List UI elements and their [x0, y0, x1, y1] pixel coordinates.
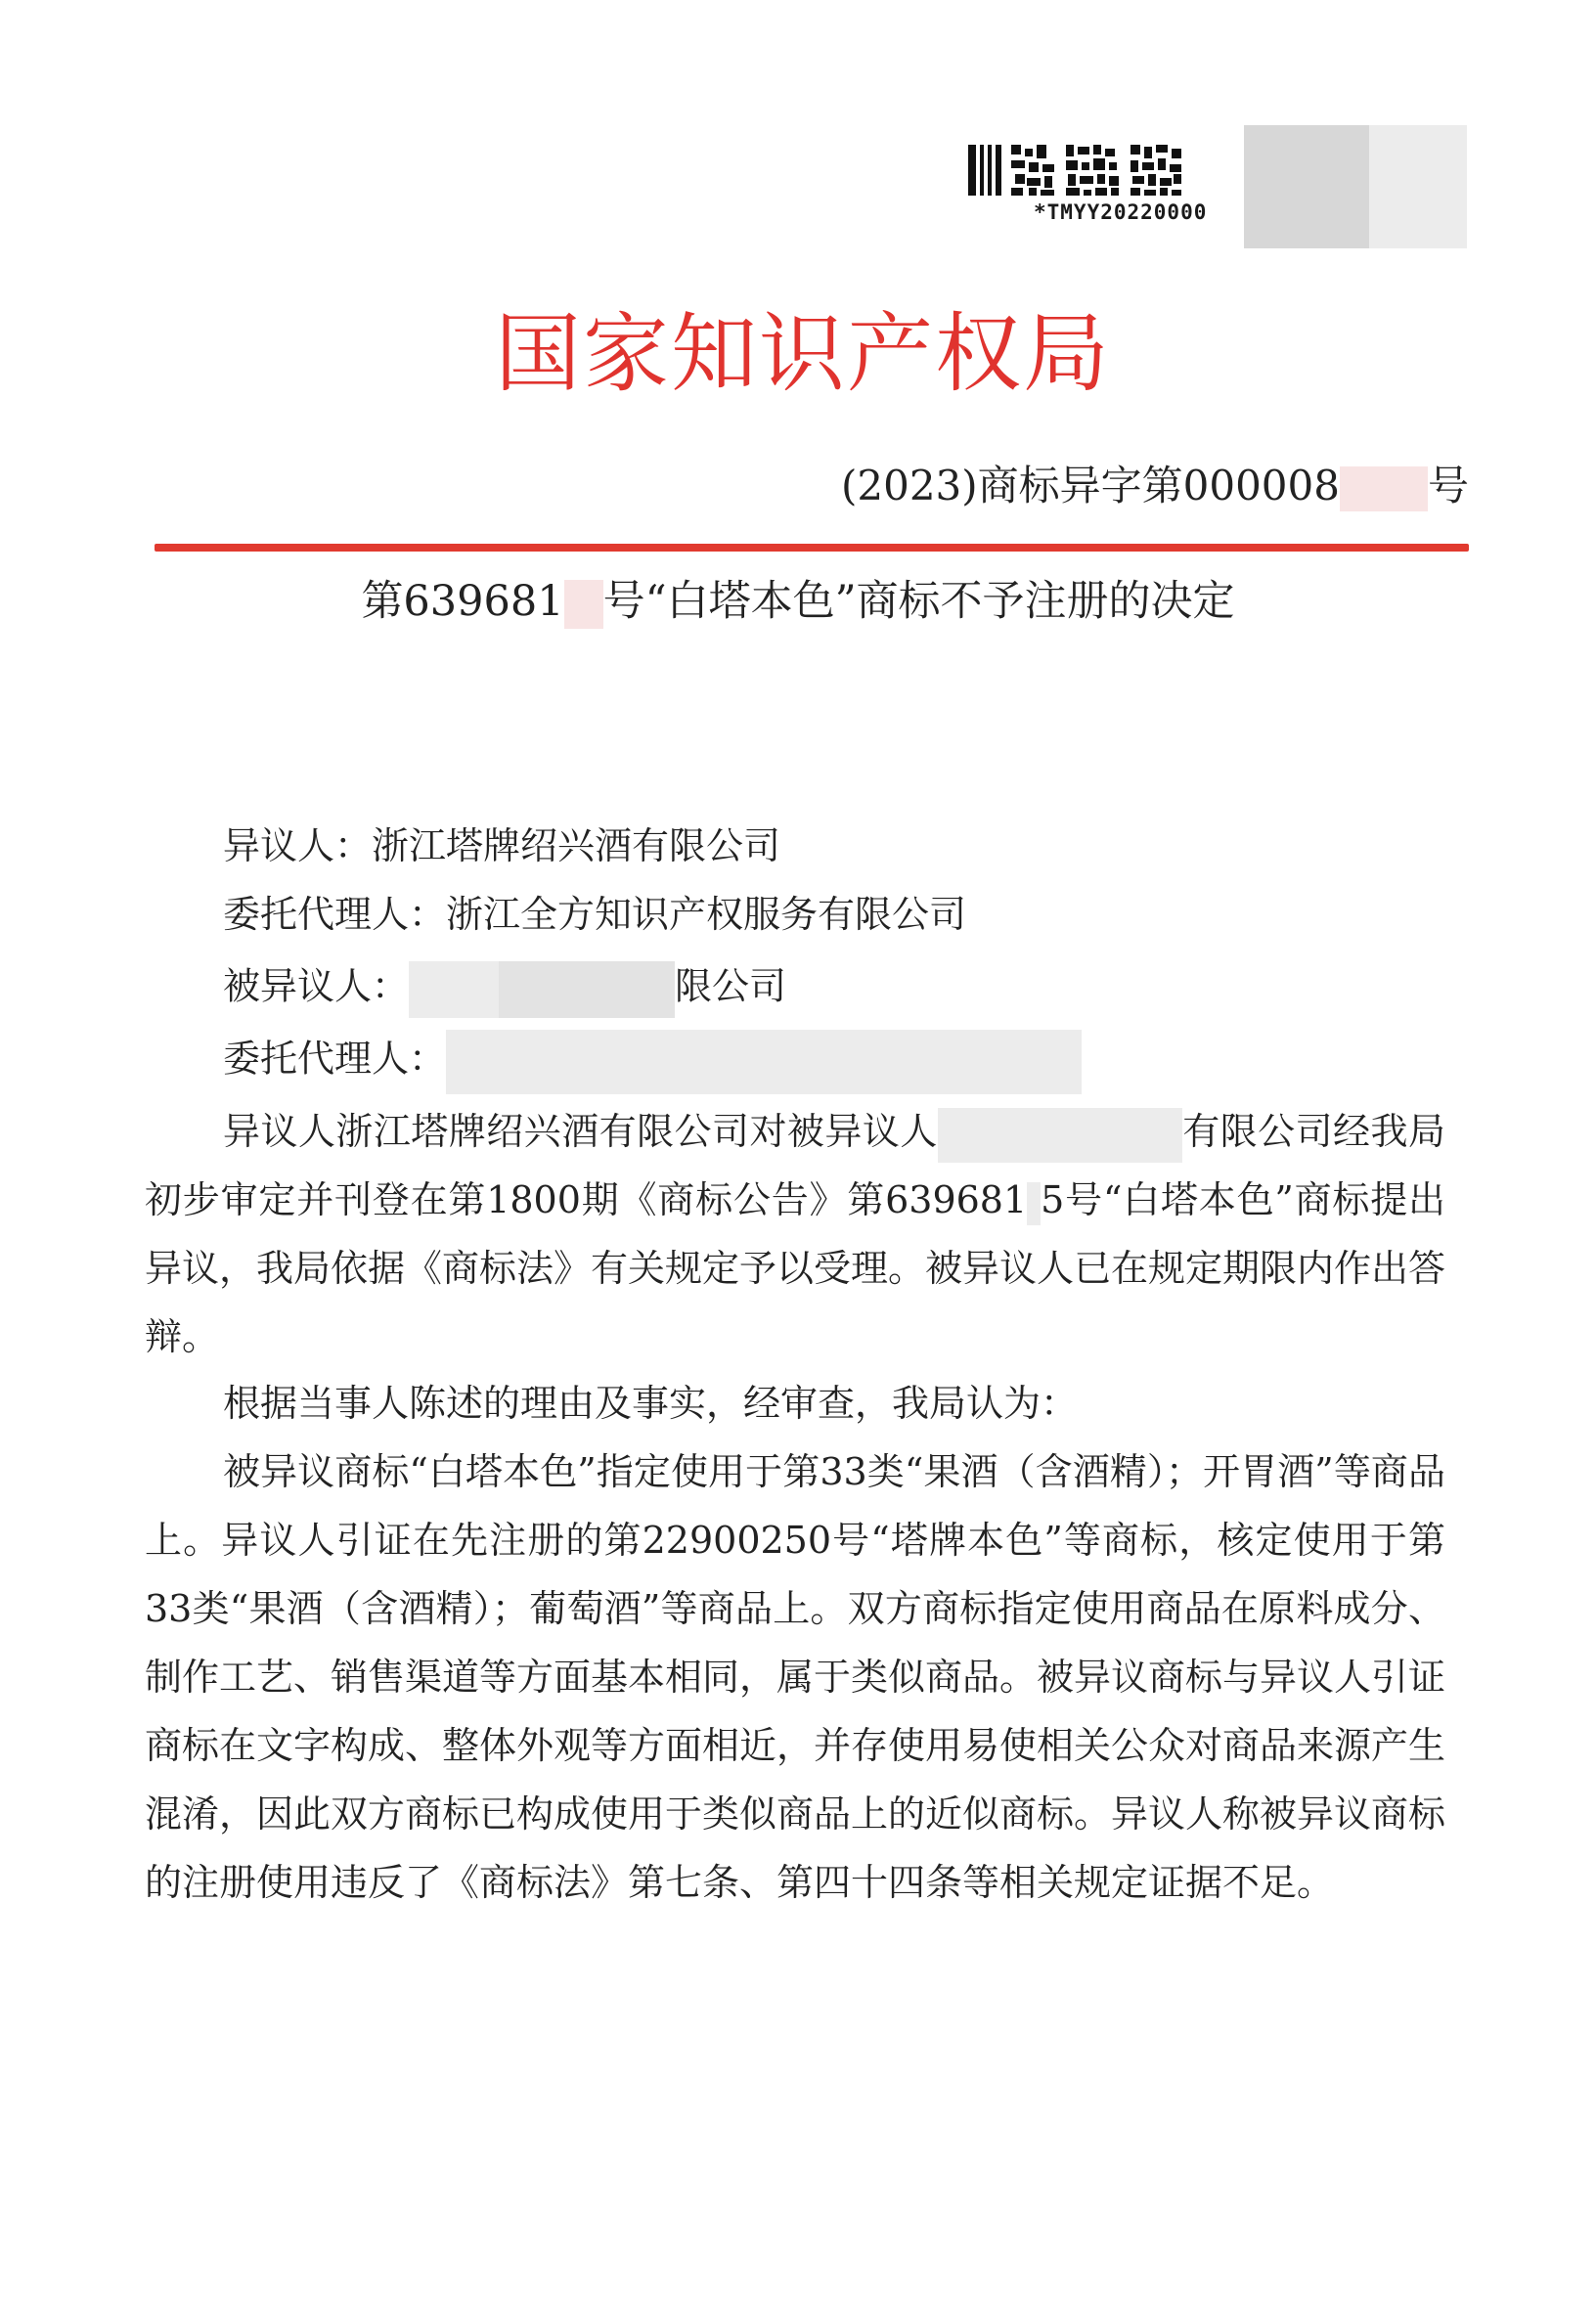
- opponent-agent-name: 浙江全方知识产权服务有限公司: [446, 893, 967, 936]
- opponent-label: 异议人：: [223, 824, 373, 867]
- redacted-respondent: [938, 1108, 1182, 1163]
- paragraph-review-intro: [145, 1369, 1445, 1438]
- document-number-suffix: 号: [1427, 462, 1469, 509]
- paragraph-findings: [145, 1438, 1445, 1917]
- document-number-prefix: (2023)商标异字第000008: [840, 462, 1340, 509]
- paragraph-text: 被异议商标“白塔本色”指定使用于第33类“果酒（含酒精）；开胃酒”等商品上。异议人引证在先注册的第22900250号“塔牌本色”等商标，核定使用于第33类“果酒（含酒精）；葡萄酒”等商品上。双方商标指定使用商品在原料成分、制作工艺、销售渠道等方面基本相同，属于类似商品。被异议商标与异议人引证商标在文字构成、整体外观等方面相近，并存使用易使相关公众对商品来源产生混淆，因此双方商标已构成使用于类似商品上的近似商标。异议人称被异议商标的注册使用违反了《商标法》第七条、第四十四条等相关规定证据不足。: [145, 1450, 1446, 1904]
- opponent-agent-label: 委托代理人：: [223, 893, 447, 936]
- decision-title: [0, 577, 1596, 629]
- respondent-agent-line: [223, 1030, 1082, 1094]
- barcode-number: *TMYY20220000: [1034, 200, 1208, 224]
- paragraph-text: 异议人浙江塔牌绍兴酒有限公司对被异议人: [223, 1110, 938, 1153]
- redacted-respondent: [409, 961, 499, 1018]
- redacted-digits: [564, 580, 603, 629]
- respondent-name-visible: 限公司: [675, 964, 787, 1008]
- redacted-respondent-agent: [446, 1030, 1082, 1094]
- barcode-redaction: [1244, 125, 1379, 248]
- agency-name: 国家知识产权局: [494, 303, 1111, 404]
- respondent-agent-label: 委托代理人：: [223, 1037, 447, 1081]
- respondent-label: 被异议人：: [223, 964, 410, 1008]
- paragraph-text: 根据当事人陈述的理由及事实，经审查，我局认为：: [223, 1382, 1079, 1425]
- title-suffix: 号“白塔本色”商标不予注册的决定: [602, 577, 1235, 626]
- document-number: [841, 462, 1469, 511]
- title-prefix: 第639681: [361, 577, 564, 626]
- redacted-respondent: [499, 961, 675, 1018]
- respondent-line: [223, 961, 786, 1018]
- opponent-agent-line: [223, 893, 966, 938]
- redacted-digits: [1340, 466, 1428, 511]
- barcode-redaction: [1369, 125, 1467, 248]
- header-divider: [155, 544, 1469, 552]
- barcode-image: [968, 145, 1252, 196]
- opponent-name: 浙江塔牌绍兴酒有限公司: [372, 824, 781, 867]
- opponent-line: [223, 824, 780, 869]
- redacted-digits: [1027, 1182, 1041, 1225]
- paragraph-text: 5号“白塔本色”商标提出异议，我局依据《商标法》有关规定予以受理。被异议人已在规定期限内作出答辩。: [145, 1178, 1446, 1358]
- paragraph-text: 有限公司经我局初步审定并刊登在第1800期《商标公告》第639681: [145, 1110, 1445, 1221]
- paragraph-opposition: [145, 1097, 1445, 1371]
